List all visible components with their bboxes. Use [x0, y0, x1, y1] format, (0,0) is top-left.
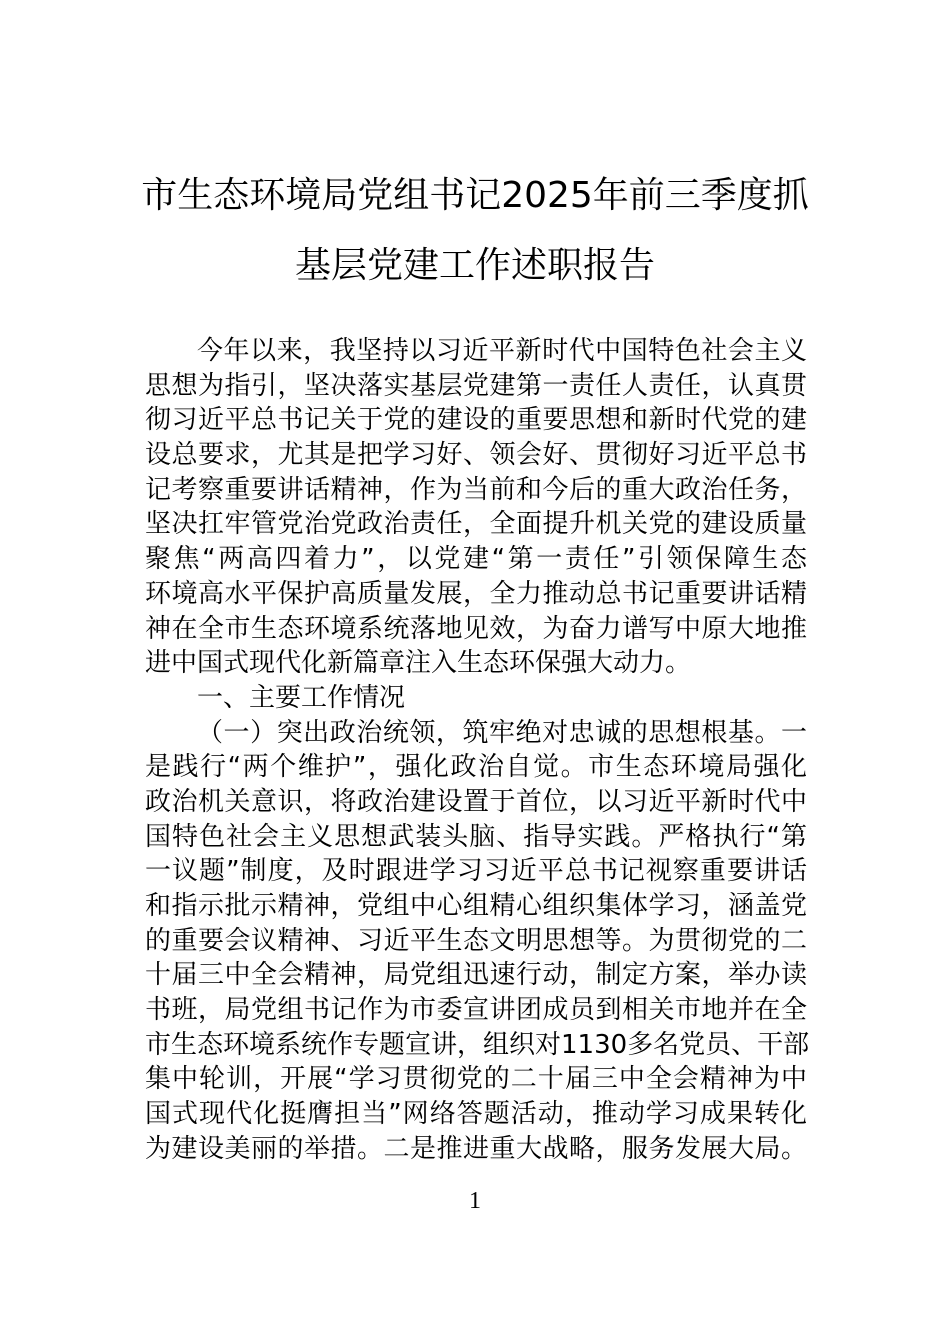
body-line: 集中轮训，开展“学习贯彻党的二十届三中全会精神为中 [145, 1064, 807, 1095]
body-line: 市生态环境系统作专题宣讲，组织对1130多名党员、干部 [145, 1029, 810, 1060]
body-line: 设总要求，尤其是把学习好、领会好、贯彻好习近平总书 [145, 440, 807, 471]
body-line: 思想为指引，坚决落实基层党建第一责任人责任，认真贯 [145, 370, 807, 401]
body-line: 国特色社会主义思想武装头脑、指导实践。严格执行“第 [145, 821, 807, 852]
page-number: 1 [469, 1188, 481, 1214]
body-line: 今年以来，我坚持以习近平新时代中国特色社会主义 [197, 336, 807, 366]
body-line: 进中国式现代化新篇章注入生态环保强大动力。 [145, 648, 692, 679]
document-body [145, 334, 810, 1167]
body-line: 国式现代化挺膺担当”网络答题活动，推动学习成果转化 [145, 1099, 807, 1130]
body-line: 彻习近平总书记关于党的建设的重要思想和新时代党的建 [145, 405, 807, 436]
body-line: 一议题”制度，及时跟进学习习近平总书记视察重要讲话 [145, 856, 807, 887]
subsection-heading-line: （一）突出政治统领，筑牢绝对忠诚的思想根基。一 [197, 717, 807, 748]
body-line: 的重要会议精神、习近平生态文明思想等。为贯彻党的二 [145, 925, 807, 956]
body-line: 神在全市生态环境系统落地见效，为奋力谱写中原大地推 [145, 613, 807, 644]
body-line: 和指示批示精神，党组中心组精心组织集体学习，涵盖党 [145, 891, 807, 921]
body-line: 坚决扛牢管党治党政治责任，全面提升机关党的建设质量 [145, 509, 807, 540]
document-title-line-2: 基层党建工作述职报告 [294, 245, 655, 286]
body-line: 是践行“两个维护”，强化政治自觉。市生态环境局强化 [145, 752, 807, 783]
body-line: 为建设美丽的举措。二是推进重大战略，服务发展大局。 [145, 1133, 807, 1164]
body-line: 聚焦“两高四着力”，以党建“第一责任”引领保障生态 [145, 544, 807, 575]
body-line: 环境高水平保护高质量发展，全力推动总书记重要讲话精 [145, 578, 807, 609]
body-line: 十届三中全会精神，局党组迅速行动，制定方案，举办读 [145, 960, 807, 991]
body-line: 书班，局党组书记作为市委宣讲团成员到相关市地并在全 [145, 995, 807, 1026]
document-title-line-1: 市生态环境局党组书记2025年前三季度抓 [141, 175, 809, 216]
section-heading: 一、主要工作情况 [197, 682, 406, 713]
body-line: 政治机关意识，将政治建设置于首位，以习近平新时代中 [145, 786, 807, 817]
body-line: 记考察重要讲话精神，作为当前和今后的重大政治任务， [145, 474, 807, 505]
